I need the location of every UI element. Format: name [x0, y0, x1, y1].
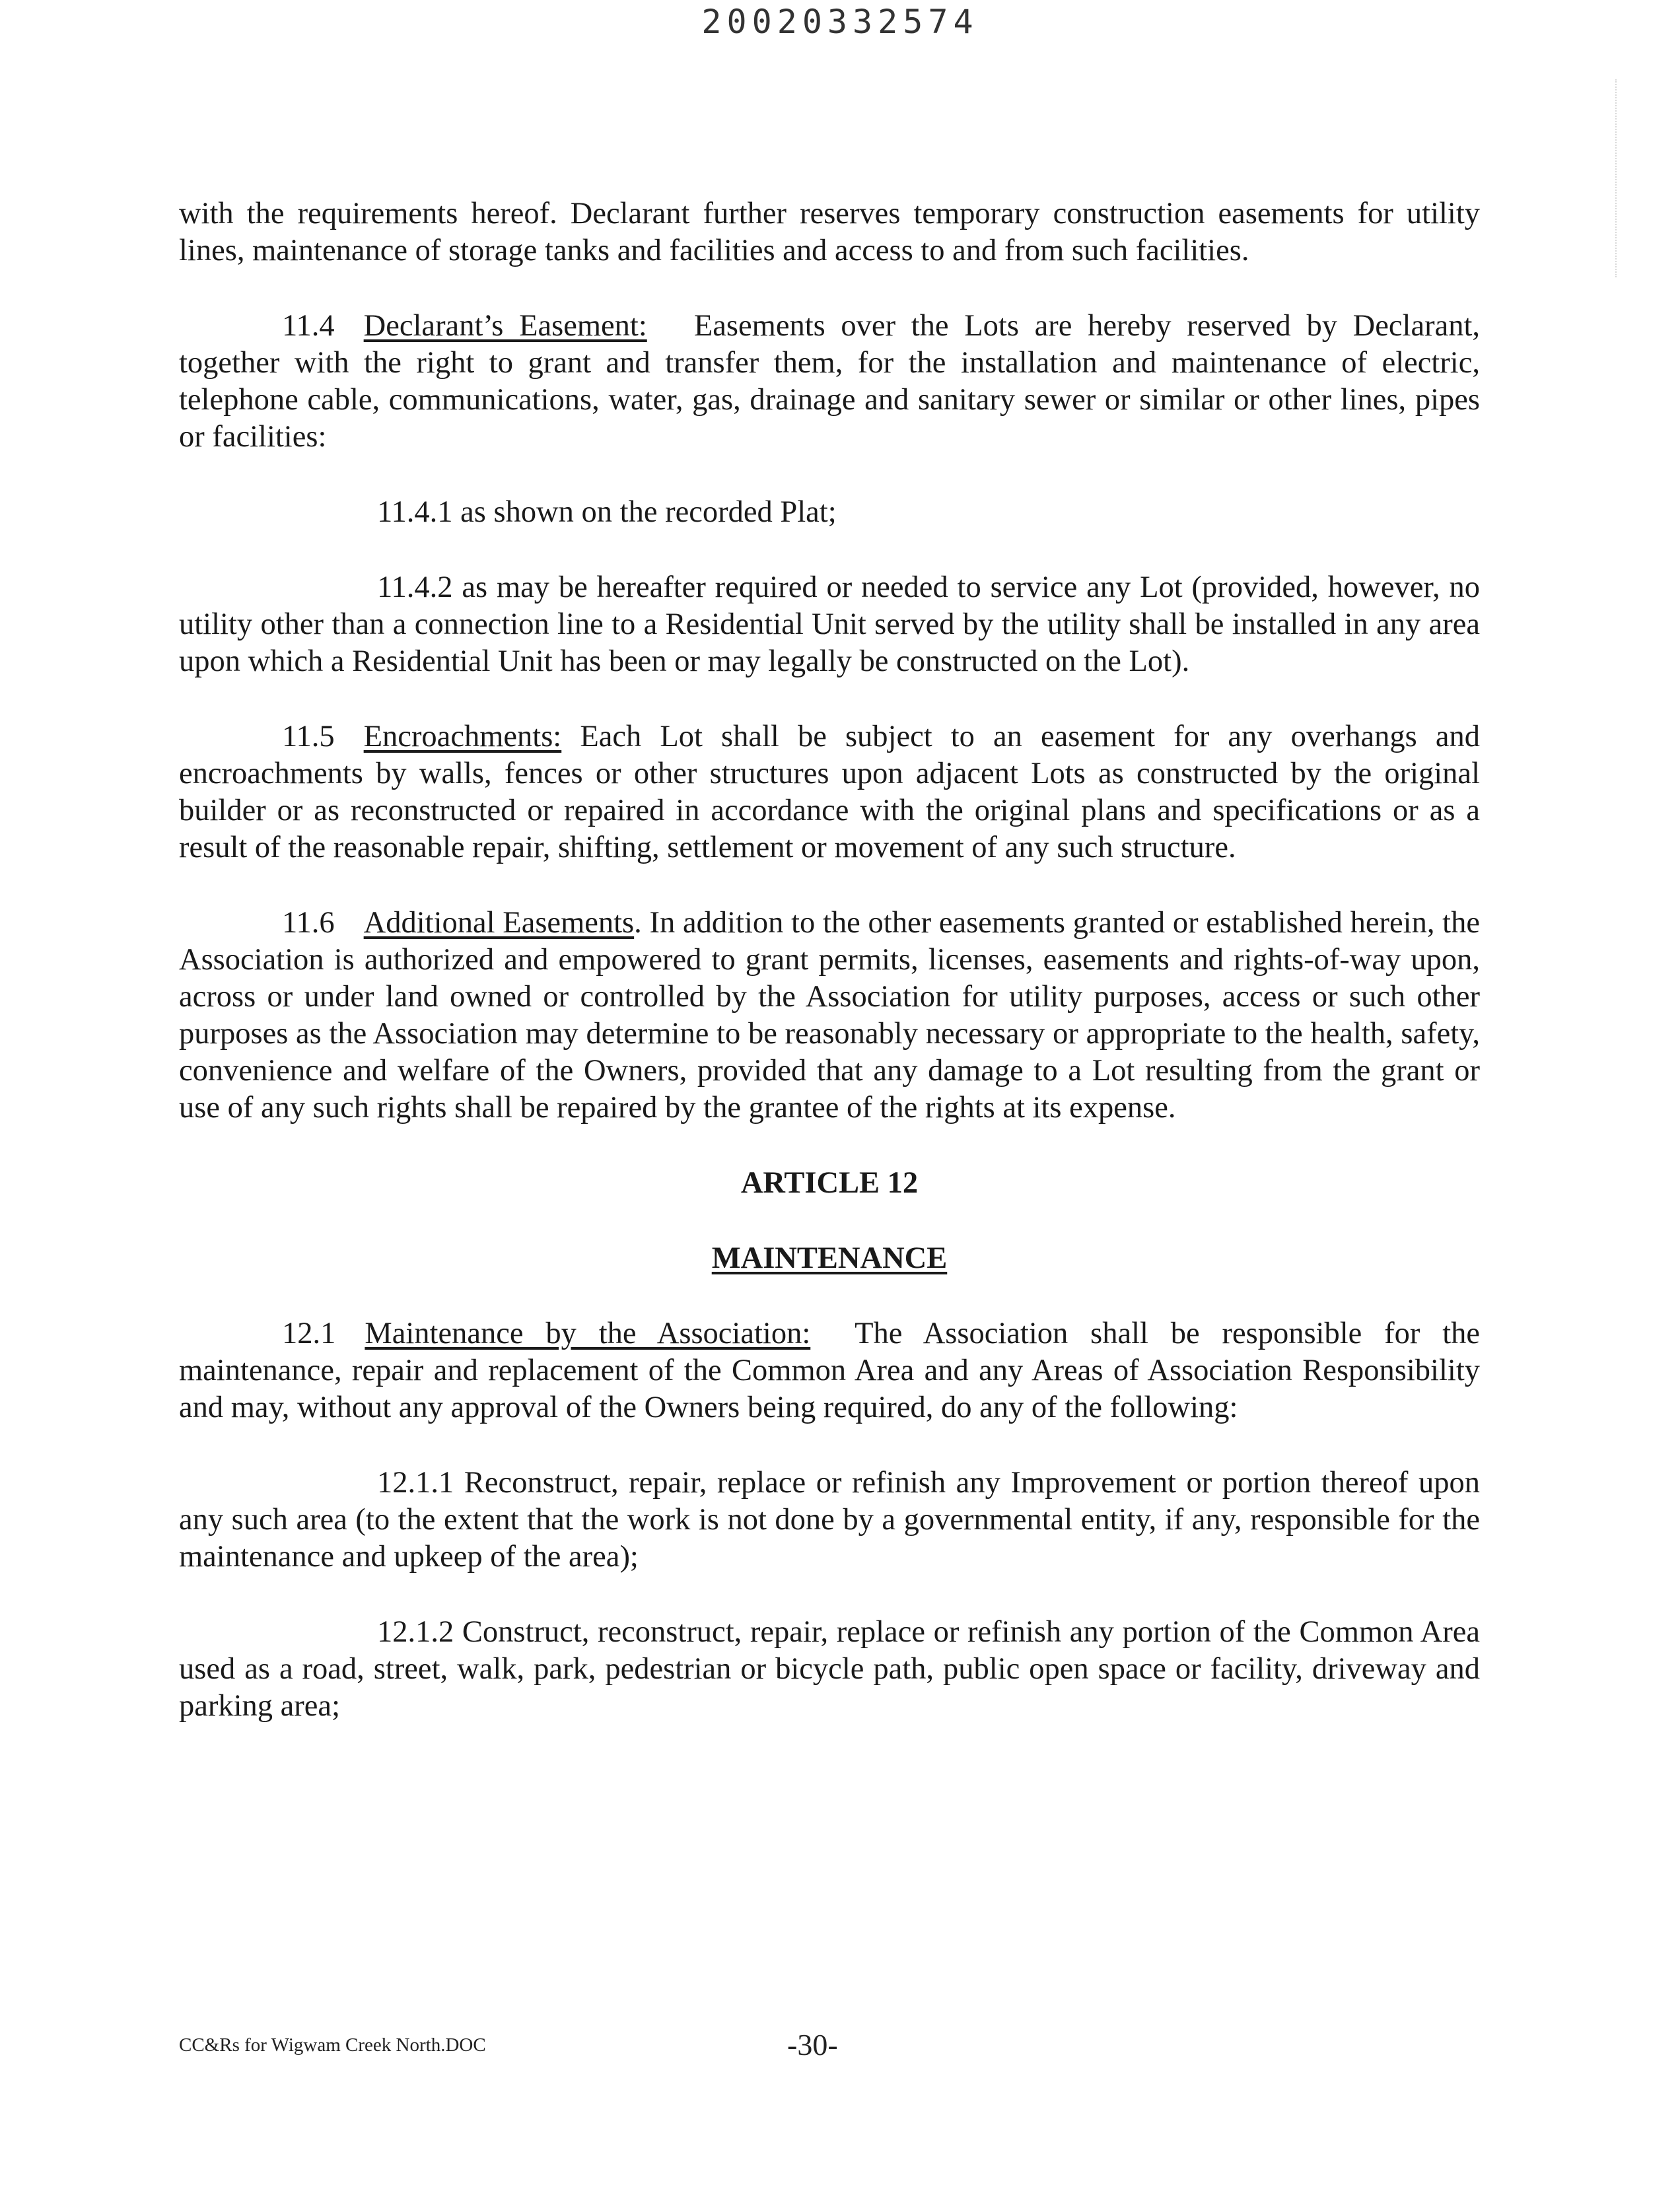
section-number: 12.1 [282, 1317, 336, 1350]
section-text: . In addition to the other easements granted or established herein, the Association is authorized and empowered to grant permits, licenses, easements and rights-of-way upon, across or under land owned or controlled by the Association for utility purposes, access or such other purposes as the Association may determine to be reasonably necessary or appropriate to the health, safety, convenience and welfare of the Owners, provided that any damage to a Lot resulting from the grant or use of any such rights shall be repaired by the grantee of the rights at its expense. [179, 906, 1480, 1125]
section-12-1-2: 12.1.2 Construct, reconstruct, repair, replace or refinish any portion of the Common Area used as a road, street, walk, park, pedestrian or bicycle path, public open space or facility, driveway and parking area; [179, 1615, 1480, 1723]
article-number: ARTICLE 12 [740, 1166, 919, 1200]
page-number: -30- [787, 2028, 838, 2062]
paragraph-continuation: with the requirements hereof. Declarant further reserves temporary construction easements for utility lines, maintenance of storage tanks and facilities and access to and from such facilities. [179, 197, 1480, 267]
article-title-text: MAINTENANCE [711, 1241, 948, 1275]
section-number: 11.5 [282, 720, 335, 753]
section-11-4-1: 11.4.1 as shown on the recorded Plat; [377, 495, 837, 529]
section-text: Easements over the Lots are hereby reserved by Declarant, together with the right to grant and transfer them, for the installation and maintenance of electric, telephone cable, communications, water, gas, drainage and sanitary sewer or similar or other lines, pipes or facilities: [179, 309, 1481, 454]
section-12-1 [179, 1315, 1480, 1426]
article-title [179, 1240, 1480, 1277]
section-11-6 [179, 905, 1480, 1127]
section-title: Maintenance by the Association: [365, 1317, 811, 1350]
section-11-4 [179, 308, 1480, 456]
section-12-1-1: 12.1.1 Reconstruct, repair, replace or refinish any Improvement or portion thereof upon any such area (to the extent that the work is not done by a governmental entity, if any, responsible for the maintenance and upkeep of the area); [179, 1466, 1480, 1574]
margin-scan-marks [1615, 79, 1621, 277]
section-text: The Association shall be responsible for the maintenance, repair and replacement of the Common Area and any Areas of Association Responsibility and may, without any approval of the Owners being required, do any of the following: [179, 1317, 1480, 1424]
section-number: 11.4 [282, 309, 335, 343]
footer-filename: CC&Rs for Wigwam Creek North.DOC [179, 2034, 486, 2056]
section-title: Additional Easements [363, 906, 635, 940]
section-title: Declarant’s Easement: [363, 309, 647, 343]
document-body [179, 195, 1480, 1763]
section-11-5 [179, 718, 1480, 866]
section-number: 11.6 [282, 906, 335, 940]
section-11-4-2: 11.4.2 as may be hereafter required or needed to service any Lot (provided, however, no utility other than a connection line to a Residential Unit served by the utility shall be installed in any area upon which a Residential Unit has been or may legally be constructed on the Lot). [179, 571, 1480, 678]
section-title: Encroachments: [363, 720, 562, 753]
section-text: Each Lot shall be subject to an easement for any overhangs and encroachments by walls, fences or other structures upon adjacent Lots as constructed by the original builder or as reconstructed or repaired in accordance with the original plans and specifications or as a result of the reasonable repair, shifting, settlement or movement of any such structure. [179, 720, 1481, 864]
document-number: 20020332574 [701, 3, 979, 41]
